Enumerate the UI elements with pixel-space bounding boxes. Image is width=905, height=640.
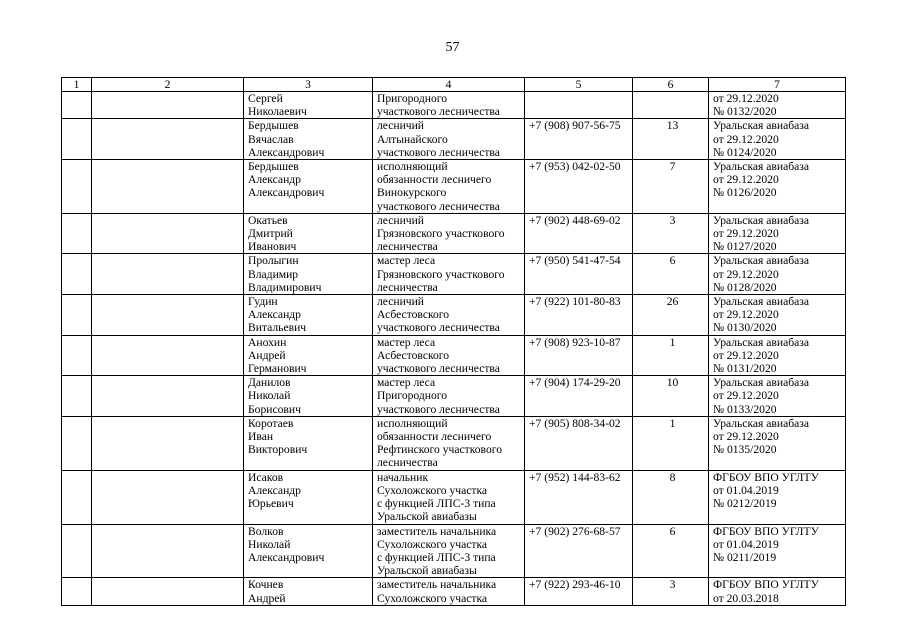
name-line: Андрей — [248, 348, 286, 362]
position-line: Асбестовского — [377, 308, 450, 322]
name-line: Окатьев — [248, 213, 288, 227]
header-col-4: 4 — [373, 78, 525, 92]
document-line: Уральская авиабаза — [713, 295, 810, 309]
name-line: Пролыгин — [248, 254, 299, 268]
document-line: ФГБОУ ВПО УГЛТУ — [713, 470, 819, 484]
cell-col-1 — [62, 416, 92, 470]
cell-count: 6 — [633, 254, 709, 295]
position-line: Сухоложского участка — [377, 591, 488, 605]
name-line: Борисович — [248, 402, 301, 416]
cell-col-1 — [62, 295, 92, 336]
document-line: Уральская авиабаза — [713, 119, 810, 133]
cell-name — [244, 213, 373, 254]
document-line: от 29.12.2020 — [713, 430, 779, 444]
cell-count: 26 — [633, 295, 709, 336]
cell-phone: +7 (902) 448-69-02 — [525, 213, 633, 254]
cell-col-2 — [92, 160, 244, 214]
name-line: Николай — [248, 537, 291, 551]
document-line: № 0133/2020 — [713, 402, 777, 416]
table-row — [62, 119, 846, 160]
position-line: лесничий — [377, 213, 425, 227]
cell-count: 10 — [633, 376, 709, 417]
cell-position — [373, 160, 525, 214]
cell-col-1 — [62, 160, 92, 214]
position-line: Рефтинского участкового — [377, 443, 502, 457]
cell-position — [373, 470, 525, 524]
cell-col-2 — [92, 92, 244, 119]
position-line: лесничества — [377, 240, 438, 254]
document-line: от 20.03.2018 — [713, 591, 779, 605]
cell-document — [709, 160, 846, 214]
cell-col-1 — [62, 213, 92, 254]
document-line: от 29.12.2020 — [713, 308, 779, 322]
document-line: № 0127/2020 — [713, 240, 777, 254]
position-line: Грязновского участкового — [377, 267, 505, 281]
name-line: Витальевич — [248, 321, 307, 335]
cell-position — [373, 578, 525, 605]
document-line: Уральская авиабаза — [713, 416, 810, 430]
cell-phone: +7 (908) 923-10-87 — [525, 335, 633, 376]
position-line: участкового лесничества — [377, 402, 500, 416]
header-col-5: 5 — [525, 78, 633, 92]
cell-document — [709, 92, 846, 119]
name-line: Сергей — [248, 92, 283, 105]
position-line: Пригородного — [377, 389, 448, 403]
position-line: лесничий — [377, 119, 425, 133]
cell-col-2 — [92, 416, 244, 470]
cell-col-2 — [92, 376, 244, 417]
position-line: мастер леса — [377, 376, 436, 390]
cell-phone: +7 (902) 276-68-57 — [525, 524, 633, 578]
document-line: Уральская авиабаза — [713, 213, 810, 227]
cell-position — [373, 92, 525, 119]
name-line: Коротаев — [248, 416, 294, 430]
table-row — [62, 335, 846, 376]
position-line: участкового лесничества — [377, 321, 500, 335]
name-line: Александр — [248, 308, 301, 322]
position-line: обязанности лесничего — [377, 430, 492, 444]
personnel-table — [61, 77, 846, 606]
cell-phone: +7 (908) 907-56-75 — [525, 119, 633, 160]
position-line: участкового лесничества — [377, 105, 500, 119]
cell-count: 3 — [633, 213, 709, 254]
document-line: от 29.12.2020 — [713, 389, 779, 403]
cell-name — [244, 160, 373, 214]
cell-phone: +7 (922) 293-46-10 — [525, 578, 633, 605]
table-row — [62, 376, 846, 417]
document-line: Уральская авиабаза — [713, 376, 810, 390]
document-line: № 0130/2020 — [713, 321, 777, 335]
cell-count: 8 — [633, 470, 709, 524]
name-line: Александрович — [248, 550, 325, 564]
header-col-2: 2 — [92, 78, 244, 92]
cell-col-2 — [92, 119, 244, 160]
cell-phone: +7 (953) 042-02-50 — [525, 160, 633, 214]
cell-document — [709, 335, 846, 376]
document-line: от 29.12.2020 — [713, 267, 779, 281]
name-line: Вячаслав — [248, 132, 294, 146]
position-line: мастер леса — [377, 254, 436, 268]
position-line: участкового лесничества — [377, 199, 500, 213]
name-line: Владимир — [248, 267, 299, 281]
name-line: Александрович — [248, 145, 325, 159]
cell-name — [244, 470, 373, 524]
cell-count — [633, 92, 709, 119]
table-row — [62, 524, 846, 578]
name-line: Николаевич — [248, 105, 307, 119]
cell-name — [244, 524, 373, 578]
table-row — [62, 213, 846, 254]
position-line: Уральской авиабазы — [377, 564, 477, 578]
name-line: Андрей — [248, 591, 286, 605]
cell-col-2 — [92, 335, 244, 376]
cell-position — [373, 335, 525, 376]
header-col-6: 6 — [633, 78, 709, 92]
table-row — [62, 92, 846, 119]
position-line: Уральской авиабазы — [377, 510, 477, 524]
position-line: Грязновского участкового — [377, 227, 505, 241]
cell-position — [373, 254, 525, 295]
header-row — [62, 78, 846, 92]
cell-name — [244, 578, 373, 605]
cell-col-2 — [92, 578, 244, 605]
cell-col-1 — [62, 578, 92, 605]
cell-document — [709, 524, 846, 578]
cell-phone: +7 (904) 174-29-20 — [525, 376, 633, 417]
name-line: Кочнев — [248, 578, 284, 592]
cell-col-1 — [62, 376, 92, 417]
name-line: Александр — [248, 173, 301, 187]
cell-col-1 — [62, 92, 92, 119]
position-line: обязанности лесничего — [377, 173, 492, 187]
position-line: лесничий — [377, 295, 425, 309]
cell-document — [709, 254, 846, 295]
cell-phone: +7 (905) 808-34-02 — [525, 416, 633, 470]
cell-col-1 — [62, 335, 92, 376]
position-line: Алтынайского — [377, 132, 448, 146]
cell-position — [373, 119, 525, 160]
cell-count: 6 — [633, 524, 709, 578]
document-line: от 29.12.2020 — [713, 227, 779, 241]
cell-phone: +7 (952) 144-83-62 — [525, 470, 633, 524]
position-line: Сухоложского участка — [377, 537, 488, 551]
cell-name — [244, 295, 373, 336]
name-line: Александр — [248, 483, 301, 497]
position-line: исполняющий — [377, 416, 448, 430]
cell-col-1 — [62, 119, 92, 160]
position-line: начальник — [377, 470, 429, 484]
cell-col-2 — [92, 295, 244, 336]
name-line: Юрьевич — [248, 497, 294, 511]
position-line: Винокурского — [377, 186, 447, 200]
document-line: № 0135/2020 — [713, 443, 777, 457]
document-line: от 29.12.2020 — [713, 92, 779, 105]
cell-position — [373, 376, 525, 417]
cell-document — [709, 213, 846, 254]
name-line: Иванович — [248, 240, 297, 254]
document-line: Уральская авиабаза — [713, 160, 810, 174]
cell-col-1 — [62, 470, 92, 524]
document-line: от 29.12.2020 — [713, 173, 779, 187]
cell-count: 3 — [633, 578, 709, 605]
name-line: Викторович — [248, 443, 308, 457]
position-line: лесничества — [377, 280, 438, 294]
cell-name — [244, 119, 373, 160]
cell-document — [709, 119, 846, 160]
name-line: Николай — [248, 389, 291, 403]
document-line: № 0124/2020 — [713, 145, 777, 159]
cell-document — [709, 578, 846, 605]
name-line: Дмитрий — [248, 227, 293, 241]
name-line: Данилов — [248, 376, 291, 390]
position-line: лесничества — [377, 456, 438, 470]
document-line: от 01.04.2019 — [713, 537, 779, 551]
document-line: № 0128/2020 — [713, 280, 777, 294]
cell-count: 1 — [633, 335, 709, 376]
table-row — [62, 470, 846, 524]
name-line: Гудин — [248, 295, 278, 309]
document-line: Уральская авиабаза — [713, 335, 810, 349]
position-line: с функцией ЛПС-3 типа — [377, 550, 496, 564]
cell-name — [244, 92, 373, 119]
cell-col-1 — [62, 524, 92, 578]
table-row — [62, 578, 846, 605]
document-line: № 0211/2019 — [713, 550, 777, 564]
table-row — [62, 295, 846, 336]
cell-document — [709, 376, 846, 417]
position-line: Сухоложского участка — [377, 483, 488, 497]
cell-phone: +7 (922) 101-80-83 — [525, 295, 633, 336]
cell-col-1 — [62, 254, 92, 295]
document-line: № 0132/2020 — [713, 105, 777, 119]
cell-col-2 — [92, 254, 244, 295]
position-line: участкового лесничества — [377, 145, 500, 159]
cell-name — [244, 416, 373, 470]
name-line: Александрович — [248, 186, 325, 200]
cell-document — [709, 470, 846, 524]
cell-phone — [525, 92, 633, 119]
document-line: № 0212/2019 — [713, 497, 777, 511]
position-line: исполняющий — [377, 160, 448, 174]
cell-position — [373, 213, 525, 254]
document-line: ФГБОУ ВПО УГЛТУ — [713, 524, 819, 538]
page-number: 57 — [445, 40, 460, 55]
cell-col-2 — [92, 470, 244, 524]
document-line: ФГБОУ ВПО УГЛТУ — [713, 578, 819, 592]
position-line: Асбестовского — [377, 348, 450, 362]
cell-position — [373, 295, 525, 336]
cell-count: 7 — [633, 160, 709, 214]
name-line: Исаков — [248, 470, 284, 484]
position-line: мастер леса — [377, 335, 436, 349]
cell-document — [709, 416, 846, 470]
cell-position — [373, 524, 525, 578]
cell-count: 1 — [633, 416, 709, 470]
name-line: Анохин — [248, 335, 287, 349]
position-line: с функцией ЛПС-3 типа — [377, 497, 496, 511]
cell-col-2 — [92, 213, 244, 254]
cell-count: 13 — [633, 119, 709, 160]
cell-name — [244, 335, 373, 376]
position-line: участкового лесничества — [377, 362, 500, 376]
cell-phone: +7 (950) 541-47-54 — [525, 254, 633, 295]
name-line: Бердышев — [248, 119, 299, 133]
document-line: № 0131/2020 — [713, 362, 777, 376]
cell-name — [244, 254, 373, 295]
document-line: от 01.04.2019 — [713, 483, 779, 497]
name-line: Германович — [248, 362, 307, 376]
table-row — [62, 254, 846, 295]
document-line: от 29.12.2020 — [713, 348, 779, 362]
header-col-7: 7 — [709, 78, 846, 92]
cell-col-2 — [92, 524, 244, 578]
header-col-3: 3 — [244, 78, 373, 92]
header-col-1: 1 — [62, 78, 92, 92]
name-line: Иван — [248, 430, 274, 444]
name-line: Владимирович — [248, 280, 322, 294]
cell-name — [244, 376, 373, 417]
cell-document — [709, 295, 846, 336]
cell-position — [373, 416, 525, 470]
table-row — [62, 160, 846, 214]
position-line: Пригородного — [377, 92, 448, 105]
document-line: от 29.12.2020 — [713, 132, 779, 146]
document-line: Уральская авиабаза — [713, 254, 810, 268]
name-line: Бердышев — [248, 160, 299, 174]
position-line: заместитель начальника — [377, 524, 497, 538]
document-line: № 0126/2020 — [713, 186, 777, 200]
name-line: Волков — [248, 524, 284, 538]
table-row — [62, 416, 846, 470]
position-line: заместитель начальника — [377, 578, 497, 592]
